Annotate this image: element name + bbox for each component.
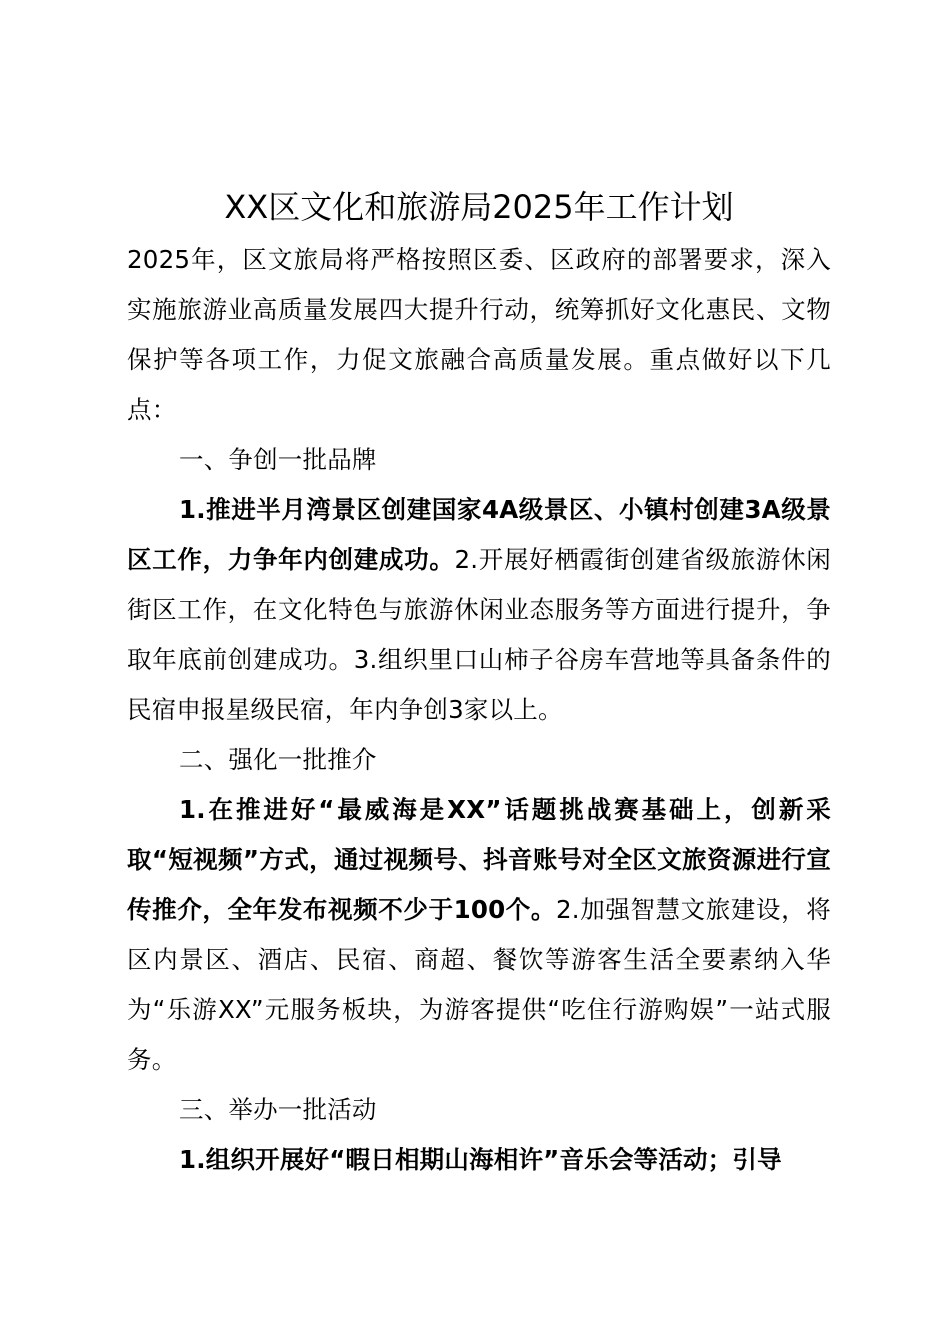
section-body-2: [127, 785, 831, 1085]
section-body-3-bold: 1.组织开展好“暇日相期山海相许”音乐会等活动；引导: [179, 1145, 782, 1174]
document-page: [127, 185, 831, 1185]
intro-paragraph: 2025年，区文旅局将严格按照区委、区政府的部署要求，深入实施旅游业高质量发展四大提升行动，统筹抓好文化惠民、文物保护等各项工作，力促文旅融合高质量发展。重点做好以下几点：: [127, 245, 831, 424]
section-body-1: [127, 485, 831, 735]
section-heading-2: 二、强化一批推介: [179, 745, 377, 774]
section-heading-1: 一、争创一批品牌: [179, 445, 377, 474]
section-heading-3: 三、举办一批活动: [179, 1095, 377, 1124]
section-body-2-normal: 2.加强智慧文旅建设，将区内景区、酒店、民宿、商超、餐饮等游客生活全要素纳入华为“乐游XX”元服务板块，为游客提供“吃住行游购娱”一站式服务。: [127, 895, 831, 1074]
document-title: XX区文化和旅游局2025年工作计划: [224, 188, 734, 226]
section-body-1-normal: 2.开展好栖霞街创建省级旅游休闲街区工作，在文化特色与旅游休闲业态服务等方面进行提升，争取年底前创建成功。3.组织里口山柿子谷房车营地等具备条件的民宿申报星级民宿，年内争创3家以上。: [127, 545, 831, 724]
section-body-1-bold: 1.推进半月湾景区创建国家4A级景区、小镇村创建3A级景区工作，力争年内创建成功。: [127, 495, 831, 574]
section-body-3: [127, 1135, 831, 1185]
section-body-2-bold: 1.在推进好“最威海是XX”话题挑战赛基础上，创新采取“短视频”方式，通过视频号、抖音账号对全区文旅资源进行宣传推介，全年发布视频不少于100个。: [127, 795, 831, 924]
